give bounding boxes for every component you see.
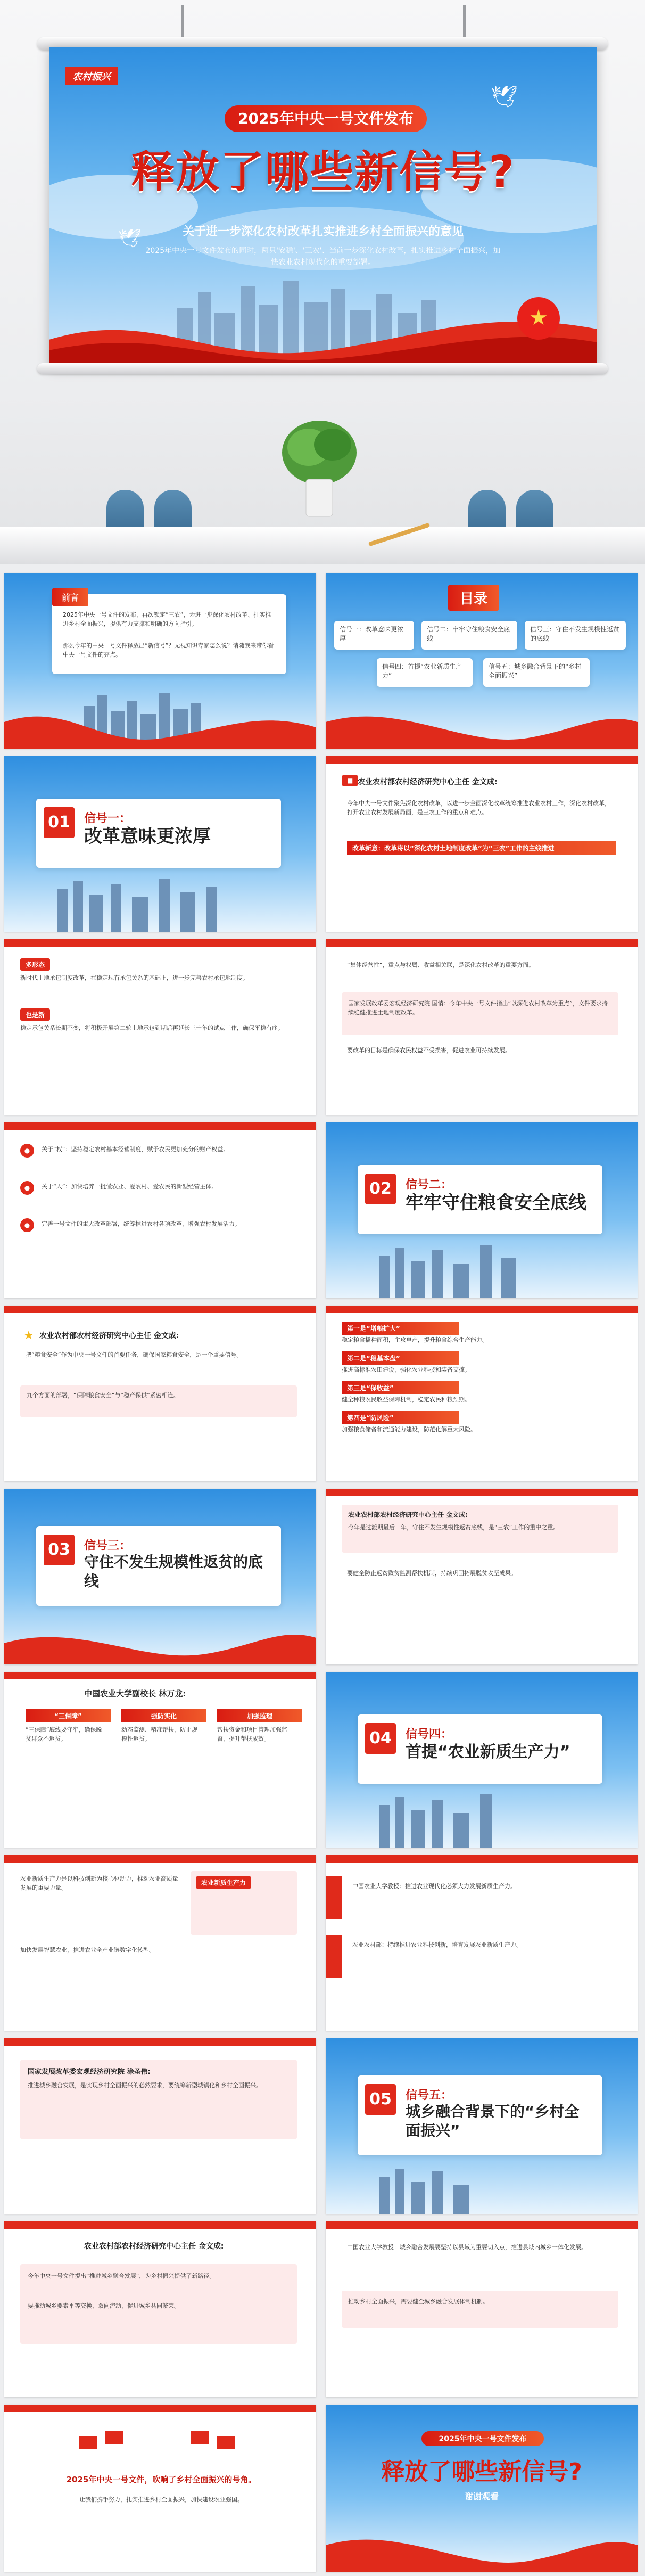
slide-closing-cover[interactable] [326,2405,638,2572]
closing-subtitle: 谢谢观看 [464,2491,499,2501]
list-item-text: 加强粮食储备和流通能力建设，防范化解重大风险。 [342,1426,476,1433]
section-number: 02 [365,1174,396,1204]
hanging-wire [181,5,184,39]
quote-header: 农业农村部农村经济研究中心主任 金文成: [39,1332,179,1340]
quote-paragraph: 要健全防止返贫致贫监测帮扶机制，持续巩固拓展脱贫攻坚成果。 [347,1570,517,1577]
star-icon: ★ [23,1329,34,1342]
city-skyline [4,690,316,749]
col-text: “三保障”底线要守牢，确保脱贫群众不返贫。 [26,1726,102,1742]
section-number: 01 [44,807,75,838]
hero-title: 释放了哪些新信号? [131,147,515,198]
slide-signal-5-text[interactable] [326,2221,638,2397]
slide-signal-3-cover[interactable] [4,1489,316,1664]
point-icon: ● [20,1218,34,1232]
toc-item[interactable]: 信号五：城乡融合背景下的“乡村全面振兴” [483,658,590,687]
screen-roller-bottom [37,363,608,374]
col-text: 动态监测、精准帮扶，防止规模性返贫。 [121,1726,197,1742]
card-label: 也是新 [20,1008,50,1021]
section-title: 改革意味更浓厚 [84,826,211,847]
list-item-title: 第二是“稳基本盘” [342,1351,459,1365]
city-skyline [326,695,638,749]
card-paragraph: 稳定承包关系长期不变，将积极开展第二轮土地承包到期后再延长三十年的试点工作，确保平稳有序。 [20,1024,284,1031]
section-title: 首提“农业新质生产力” [406,1743,570,1761]
flag-icon [105,2431,123,2444]
section-number: 04 [365,1723,396,1754]
hero-tag: 农村振兴 [65,67,118,85]
slide-signal-1-cover[interactable] [4,756,316,932]
list-item-text: 推进高标准农田建设，强化农业科技和装备支撑。 [342,1366,470,1373]
section-number: 05 [365,2084,396,2115]
ribbon-decoration [4,1617,316,1664]
accent-bar [326,1935,342,1978]
hero-body: 2025年中央一号文件发布的同时，两只'安稳'、'三农'、当前一步深化农村改革，扎实推进乡村全面振兴，加快农业农村现代化的重要部署。 [145,247,501,267]
text-paragraph: 农业新质生产力是以科技创新为核心驱动力，推动农业高质量发展的重要力量。 [20,1875,178,1891]
section-title: 牢牢守住粮食安全底线 [406,1192,586,1213]
ending-body: 让我们携手努力，扎实推进乡村全面振兴，加快建设农业强国。 [79,2496,243,2503]
slide-signal-1-notes[interactable] [326,939,638,1115]
section-subtitle: 信号三： [84,1539,131,1553]
toc-title: 目录 [448,585,499,611]
slide-signal-1-points[interactable] [4,1122,316,1298]
card-label: 多形态 [20,958,50,971]
text-paragraph: 中国农业大学教授：城乡融合发展要坚持以县域为重要切入点，推进县域内城乡一体化发展。 [347,2244,587,2251]
slide-signal-3-three[interactable] [4,1672,316,1848]
text-paragraph: 加快发展智慧农业，推进农业全产业链数字化转型。 [20,1947,155,1954]
text-label: 农业新质生产力 [196,1876,251,1889]
list-item-text: 稳定粮食播种面积，主攻单产，提升粮食综合生产能力。 [342,1336,488,1343]
hero-mockup [0,0,645,564]
point-text: 完善一号文件的重大改革部署，统筹推进农村各项改革，增强农村发展活力。 [42,1220,241,1227]
toc-item[interactable]: 信号三：守住不发生规模性返贫的底线 [525,621,626,650]
point-text: 中国农业大学教授：推进农业现代化必须大力发展新质生产力。 [352,1883,516,1890]
ribbon-decoration [326,2518,638,2572]
col-title: 强防实化 [121,1709,206,1722]
point-text: 农业农村部：持续推进农业科技创新，培育发展农业新质生产力。 [352,1941,522,1948]
preface-paragraph: 2025年中央一号文件的发布，再次锁定“三农”，为进一步深化农村改革、扎实推进乡村全面振兴，提供有力支撑和明确的方向指引。 [63,611,271,627]
city-skyline [326,1245,638,1298]
section-title: 城乡融合背景下的“乡村全面振兴” [406,2103,580,2139]
flag-emblem [517,297,560,340]
list-item-title: 第一是“增粮扩大” [342,1322,459,1335]
list-item-text: 健全种粮农民收益保障机制，稳定农民种粮预期。 [342,1396,470,1403]
desk-surface [0,527,645,564]
toc-item[interactable]: 信号一：改革意味更浓厚 [334,621,414,650]
city-skyline [4,879,316,932]
quote-box: 九个方面的部署，“保障粮食安全”与“稳产保供”紧密相连。 [20,1385,297,1417]
preface-card [52,594,286,674]
slide-ending[interactable] [4,2405,316,2572]
point-icon: ● [20,1181,34,1195]
dove-icon: 🕊 [118,228,142,249]
slide-signal-4-points[interactable] [326,1855,638,2031]
note-paragraph: 要改革的目标是确保农民权益不受损害，促进农业可持续发展。 [347,1047,511,1054]
quote-body: 今年中央一号文件聚焦深化农村改革，以进一步全面深化改革统筹推进农业农村工作，深化农村改革，打开农业农村发展新局面，是三农工作的重点和难点。 [347,800,610,816]
quote-marker: ■ [342,775,358,786]
point-text: 关于“权”：坚持稳定农村基本经营制度，赋予农民更加充分的财产权益。 [42,1146,229,1153]
col-title: 加强监理 [217,1709,302,1722]
quote-header: 农业农村部农村经济研究中心主任 金文成: [358,778,498,786]
toc-item[interactable]: 信号四：首提“农业新质生产力” [377,658,473,687]
city-skyline [49,276,597,366]
card-paragraph: 新时代土地承包制度改革，在稳定现有承包关系的基础上，进一步完善农村承包地制度。 [20,974,249,981]
flag-icon [79,2436,97,2449]
section-subtitle: 信号二： [406,1178,453,1192]
list-item-title: 第三是“保收益” [342,1381,459,1394]
slide-signal-2-list[interactable] [326,1306,638,1481]
city-skyline [326,2166,638,2214]
flag-icon [217,2436,235,2449]
slide-signal-2-cover[interactable] [326,1122,638,1298]
hero-pill: 2025年中央一号文件发布 [225,105,427,132]
preface-paragraph: 那么今年的中央一号文件释放出“新信号”？无视知识专家怎么说？请随我来带你看中央一号文件的亮点。 [63,642,274,658]
slide-signal-4-cover[interactable] [326,1672,638,1848]
dove-icon: 🕊 [233,815,247,827]
slide-signal-1-quote[interactable] [326,756,638,932]
section-number: 03 [44,1535,75,1565]
section-subtitle: 信号一： [84,812,131,825]
dove-icon: 🕊 [491,85,518,109]
star-icon: ★ [529,306,548,330]
plant-decoration [277,415,362,522]
list-item-title: 第四是“防风险” [342,1411,459,1424]
point-icon: ● [20,1144,34,1158]
ending-header: 2025年中央一号文件，吹响了乡村全面振兴的号角。 [66,2475,257,2484]
note-paragraph: “集体经营性”，重点与权属、收益相关联，是深化农村改革的重要方面。 [347,962,535,969]
quote-highlight: 改革新意：改革将以“深化农村土地制度改革”为“三农”工作的主线推进 [347,841,616,855]
city-skyline [326,1794,638,1848]
closing-title: 释放了哪些新信号? [381,2458,582,2485]
section-title: 守住不发生规模性返贫的底线 [84,1553,263,1590]
slide-toc[interactable] [326,573,638,749]
accent-bar [326,1876,342,1919]
col-title: “三保障” [26,1709,111,1722]
closing-pill: 2025年中央一号文件发布 [421,2431,544,2446]
quote-header: 农业农村部农村经济研究中心主任 金文成: [84,2242,224,2251]
quote-box: 今年中央一号文件提出“推进城乡融合发展”，为乡村振兴提供了新路径。 要推动城乡要素平等交换、双向流动，促进城乡共同繁荣。 [20,2264,297,2344]
slide-signal-1-cards[interactable] [4,939,316,1115]
hero-subtitle: 关于进一步深化农村改革扎实推进乡村全面振兴的意见 [182,225,464,239]
note-highlight-box: 国家发展改革委宏观经济研究院 国情：今年中央一号文件指出“以深化农村改革为重点”，文件要求持续稳健推进土地制度改革。 [342,992,618,1035]
intro-box: 国家发展改革委宏观经济研究院 涂圣伟: 推进城乡融合发展，是实现乡村全面振兴的必然要求，要统筹新型城镇化和乡村全面振兴。 [20,2060,297,2139]
flag-icon [191,2431,209,2444]
quote-box: 农业农村部农村经济研究中心主任 金文成: 今年是过渡期最后一年，守住不发生规模性返贫底线，是“三农”工作的重中之重。 [342,1505,618,1553]
preface-title: 前言 [52,588,88,606]
slide-signal-5-quote[interactable] [4,2221,316,2397]
col-text: 帮扶资金和项目管理加强监督，提升帮扶成效。 [217,1726,287,1742]
three-header: 中国农业大学副校长 林万龙: [84,1689,186,1699]
point-text: 关于“人”：加快培养一批懂农业、爱农村、爱农民的新型经营主体。 [42,1183,218,1190]
hero-screen [49,47,597,366]
quote-body: 把“粮食安全”作为中央一号文件的首要任务，确保国家粮食安全，是一个重要信号。 [26,1351,243,1358]
slide-signal-3-quote[interactable] [326,1489,638,1664]
slide-signal-4-text[interactable] [4,1855,316,2031]
slide-signal-2-quote[interactable] [4,1306,316,1481]
section-subtitle: 信号四： [406,1728,453,1741]
hanging-wire [463,5,466,39]
section-subtitle: 信号五： [406,2089,453,2102]
text-highlight-box: 推动乡村全面振兴，需要健全城乡融合发展体制机制。 [342,2291,618,2328]
slide-signal-5-cover[interactable] [326,2038,638,2214]
toc-item[interactable]: 信号二：牢牢守住粮食安全底线 [421,621,517,650]
slide-preface[interactable] [4,573,316,749]
slide-signal-5-intro[interactable] [4,2038,316,2214]
